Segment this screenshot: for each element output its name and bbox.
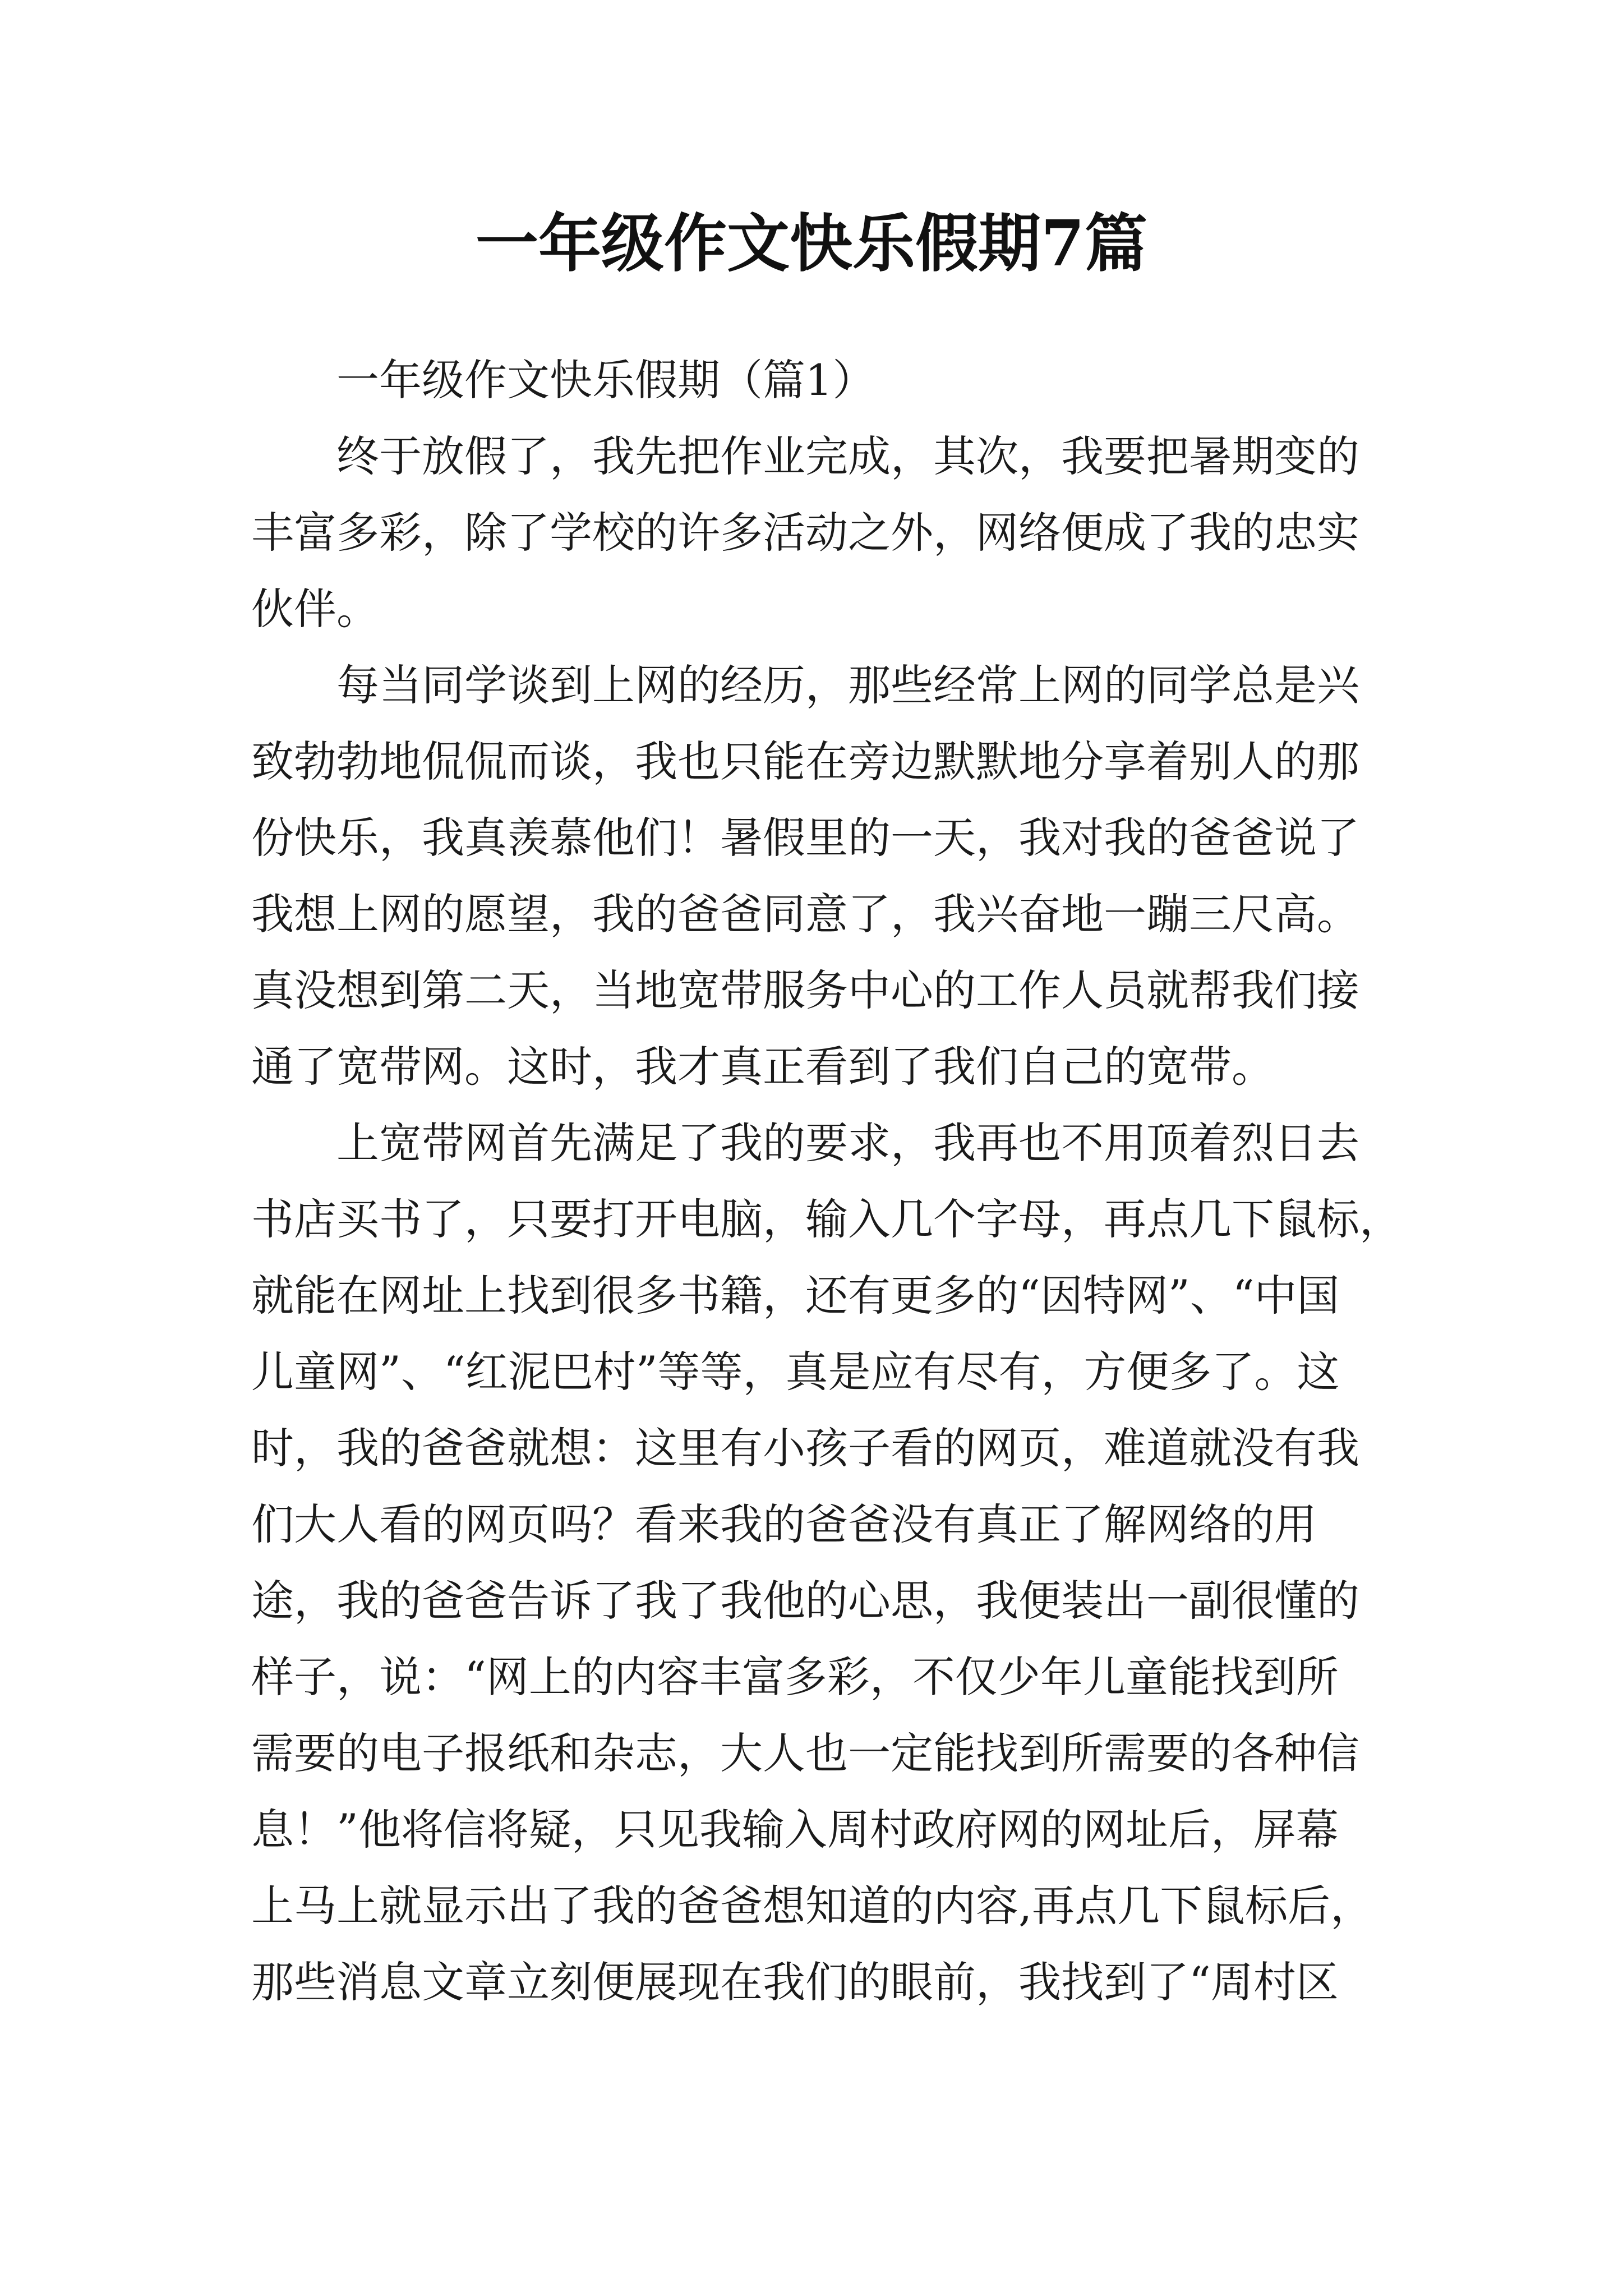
- paragraph-line: 途，我的爸爸告诉了我了我他的心思，我便装出一副很懂的: [251, 1576, 1359, 1626]
- document-body: [251, 342, 1402, 2021]
- paragraph-line: 每当同学谈到上网的经历，那些经常上网的同学总是兴: [336, 660, 1359, 710]
- paragraph-line: 样子，说：“网上的内容丰富多彩，不仅少年儿童能找到所: [251, 1652, 1339, 1702]
- paragraph-line: 时，我的爸爸就想：这里有小孩子看的网页，难道就没有我: [251, 1423, 1359, 1473]
- paragraph-line: 需要的电子报纸和杂志，大人也一定能找到所需要的各种信: [251, 1728, 1359, 1778]
- paragraph-line: 就能在网址上找到很多书籍，还有更多的“因特网”、“中国: [251, 1271, 1340, 1320]
- paragraph-line: 我想上网的愿望，我的爸爸同意了，我兴奋地一蹦三尺高。: [251, 889, 1359, 939]
- paragraph-line: 那些消息文章立刻便展现在我们的眼前，我找到了“周村区: [251, 1957, 1339, 2007]
- paragraph-line: 伙伴。: [251, 584, 379, 634]
- paragraph-1: [251, 418, 1395, 647]
- paragraph-line: 致勃勃地侃侃而谈，我也只能在旁边默默地分享着别人的那: [251, 737, 1359, 786]
- document-title: 一年级作文快乐假期7篇: [476, 207, 1147, 280]
- paragraph-line: 息！”他将信将疑，只见我输入周村政府网的网址后，屏幕: [251, 1805, 1339, 1855]
- paragraph-line: 份快乐，我真羡慕他们！暑假里的一天，我对我的爸爸说了: [251, 813, 1359, 863]
- paragraph-line: 们大人看的网页吗？看来我的爸爸没有真正了解网络的用: [251, 1499, 1317, 1549]
- paragraph-line: 通了宽带网。这时，我才真正看到了我们自己的宽带。: [251, 1042, 1274, 1092]
- paragraph-2: [251, 647, 1395, 1105]
- paragraph-line: 丰富多彩，除了学校的许多活动之外，网络便成了我的忠实: [251, 508, 1359, 558]
- paragraph-line: 儿童网”、“红泥巴村”等等，真是应有尽有，方便多了。这: [251, 1347, 1340, 1397]
- paragraph-line: 真没想到第二天，当地宽带服务中心的工作人员就帮我们接: [251, 965, 1359, 1015]
- section-heading: 一年级作文快乐假期（篇1）: [336, 355, 875, 405]
- paragraph-3: [251, 1105, 1402, 2021]
- paragraph-line: 上宽带网首先满足了我的要求，我再也不用顶着烈日去: [336, 1118, 1359, 1168]
- paragraph-line: 书店买书了，只要打开电脑，输入几个字母，再点几下鼠标，: [251, 1194, 1402, 1244]
- paragraph-line: 终于放假了，我先把作业完成，其次，我要把暑期变的: [336, 431, 1359, 481]
- paragraph-line: 上马上就显示出了我的爸爸想知道的内容,再点几下鼠标后，: [251, 1881, 1373, 1931]
